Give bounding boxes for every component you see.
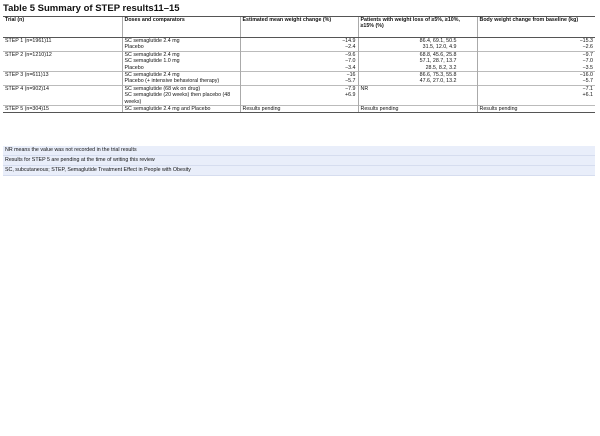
kg-change-cell: −7.1 [477,85,595,92]
mean-change-cell: +6.9 [240,92,358,105]
header-row [3,17,595,38]
weight-loss-cell: 47.6, 27.0, 13.2 [358,78,477,85]
dose-cell: SC semaglutide 2.4 mg and Placebo [122,106,240,113]
header-trial: Trial (n) [3,17,122,38]
kg-change-cell: −16.0 [477,72,595,79]
footnote-pending: Results for STEP 5 are pending at the time of writing this review [3,156,595,166]
trial-cell: STEP 5 (n=304)15 [3,106,122,113]
mean-change-cell: −9.6 [240,51,358,58]
kg-change-cell: −2.6 [477,44,595,51]
table-row [3,65,595,72]
kg-change-cell: −7.0 [477,58,595,64]
kg-change-cell: −15.3 [477,38,595,45]
kg-change-cell: −3.5 [477,65,595,72]
kg-change-cell: +6.1 [477,92,595,105]
table-row [3,38,595,45]
weight-loss-cell: 68.8, 45.6, 25.8 [358,51,477,58]
table-row [3,51,595,58]
kg-change-cell: −5.7 [477,78,595,85]
dose-cell: Placebo (+ intensive behavioral therapy) [122,78,240,85]
footnote-abbreviations: SC, subcutaneous; STEP, Semaglutide Treatment Effect in People with Obesity [3,166,595,176]
weight-loss-cell: 31.5, 12.0, 4.9 [358,44,477,51]
results-table [3,16,595,113]
table-row [3,106,595,113]
trial-cell: STEP 2 (n=1210)12 [3,51,122,58]
table-title: Table 5 Summary of STEP results11–15 [3,3,180,14]
table-row [3,78,595,85]
table-row [3,44,595,51]
mean-change-cell: −16 [240,72,358,79]
dose-cell: SC semaglutide 2.4 mg [122,72,240,79]
weight-loss-cell: 86.4, 69.1, 50.5 [358,38,477,45]
trial-cell [3,44,122,51]
header-mean-weight-change: Estimated mean weight change (%) [240,17,358,38]
weight-loss-cell: 28.5, 8.2, 3.2 [358,65,477,72]
weight-loss-cell: 86.6, 75.3, 55.8 [358,72,477,79]
dose-cell: Placebo [122,44,240,51]
dose-cell: SC semaglutide 2.4 mg [122,51,240,58]
weight-loss-cell: 57.1, 28.7, 13.7 [358,58,477,64]
header-doses: Doses and comparators [122,17,240,38]
trial-cell: STEP 4 (n=902)14 [3,85,122,92]
dose-cell: SC semaglutide 1.0 mg [122,58,240,64]
trial-cell: STEP 3 (n=611)13 [3,72,122,79]
mean-change-cell: −2.4 [240,44,358,51]
mean-change-cell: Results pending [240,106,358,113]
dose-cell: SC semaglutide 2.4 mg [122,38,240,45]
dose-cell: SC semaglutide (20 weeks) then placebo (48 weeks) [122,92,240,105]
mean-change-cell: −7.9 [240,85,358,92]
kg-change-cell: −9.7 [477,51,595,58]
header-patients-weight-loss: Patients with weight loss of ≥5%, ≥10%, ≥15% (%) [358,17,477,38]
dose-cell: SC semaglutide (68 wk on drug) [122,85,240,92]
table-row [3,72,595,79]
weight-loss-cell: NR [358,85,477,92]
weight-loss-cell [358,92,477,105]
mean-change-cell: −5.7 [240,78,358,85]
weight-loss-cell: Results pending [358,106,477,113]
trial-cell [3,78,122,85]
footnote-nr: NR means the value was not recorded in the trial results [3,146,595,156]
mean-change-cell: −7.0 [240,58,358,64]
header-body-weight-change: Body weight change from baseline (kg) [477,17,595,38]
trial-cell [3,92,122,105]
dose-cell: Placebo [122,65,240,72]
table-row [3,92,595,105]
mean-change-cell: −14.9 [240,38,358,45]
trial-cell [3,65,122,72]
trial-cell: STEP 1 (n=1961)11 [3,38,122,45]
kg-change-cell: Results pending [477,106,595,113]
mean-change-cell: −3.4 [240,65,358,72]
table-row [3,85,595,92]
